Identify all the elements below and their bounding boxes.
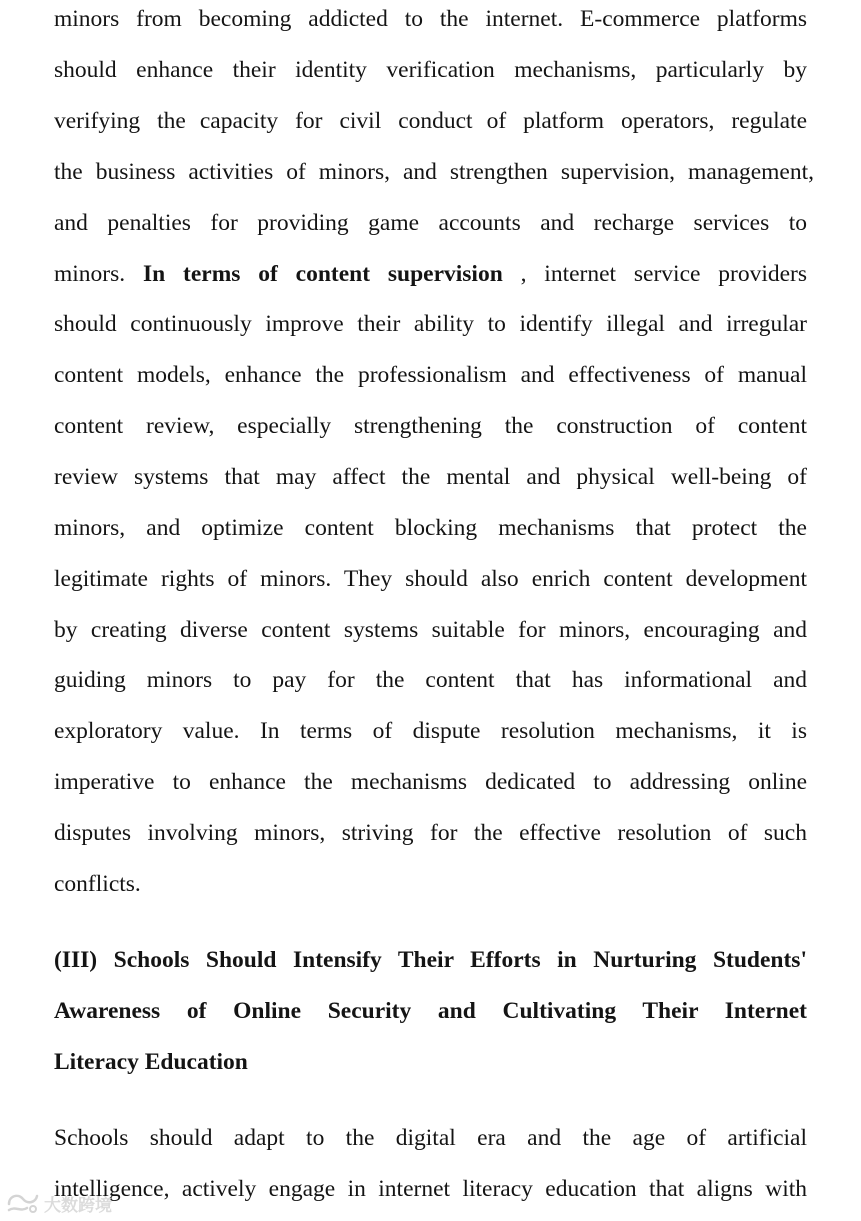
brand-logo-icon bbox=[6, 1190, 40, 1216]
paragraph-line: minors, and optimize content blocking mechanisms that protect the bbox=[54, 515, 807, 541]
bold-phrase: In terms of content supervision bbox=[142, 261, 503, 287]
paragraph-line bbox=[54, 104, 807, 138]
paragraph-line: Schools should adapt to the digital era and the age of artificial bbox=[54, 1125, 807, 1151]
paragraph-line: content review, especially strengthening the construction of content bbox=[54, 413, 807, 439]
paragraph-line: imperative to enhance the mechanisms dedicated to addressing online bbox=[54, 769, 807, 795]
paragraph-line: and penalties for providing game accounts and recharge services to bbox=[54, 210, 807, 236]
paragraph-line: conflicts. bbox=[54, 871, 141, 897]
watermark-text: 大数跨境 bbox=[44, 1195, 112, 1215]
paragraph-line: exploratory value. In terms of dispute resolution mechanisms, it is bbox=[54, 718, 807, 744]
paragraph-line: should enhance their identity verification mechanisms, particularly by bbox=[54, 57, 807, 83]
text-run: verifying the bbox=[54, 108, 186, 134]
paragraph-line: by creating diverse content systems suitable for minors, encouraging and bbox=[54, 617, 807, 643]
paragraph-line: legitimate rights of minors. They should also enrich content development bbox=[54, 566, 807, 592]
section-heading-line: (III) Schools Should Intensify Their Efforts in Nurturing Students' bbox=[54, 947, 807, 973]
section-heading-line: Literacy Education bbox=[54, 1049, 248, 1075]
watermark bbox=[6, 1188, 112, 1218]
paragraph-line bbox=[54, 257, 807, 291]
paragraph-line: guiding minors to pay for the content that has informational and bbox=[54, 667, 807, 693]
paragraph-line: disputes involving minors, striving for the effective resolution of such bbox=[54, 820, 807, 846]
text-run: of platform operators, regulate bbox=[486, 108, 807, 134]
text-run: minors. bbox=[54, 261, 126, 287]
paragraph-line: minors from becoming addicted to the internet. E-commerce platforms bbox=[54, 6, 807, 32]
paragraph-line: content models, enhance the professionalism and effectiveness of manual bbox=[54, 362, 807, 388]
paragraph-line: intelligence, actively engage in internet literacy education that aligns with bbox=[54, 1176, 807, 1202]
text-run: capacity for civil conduct bbox=[199, 108, 473, 134]
paragraph-line: review systems that may affect the mental and physical well-being of bbox=[54, 464, 807, 490]
paragraph-line: should continuously improve their ability to identify illegal and irregular bbox=[54, 311, 807, 337]
text-run: , internet service providers bbox=[520, 261, 808, 287]
section-heading-line: Awareness of Online Security and Cultivating Their Internet bbox=[54, 998, 807, 1024]
paragraph-line: the business activities of minors, and strengthen supervision, management, bbox=[54, 159, 814, 185]
